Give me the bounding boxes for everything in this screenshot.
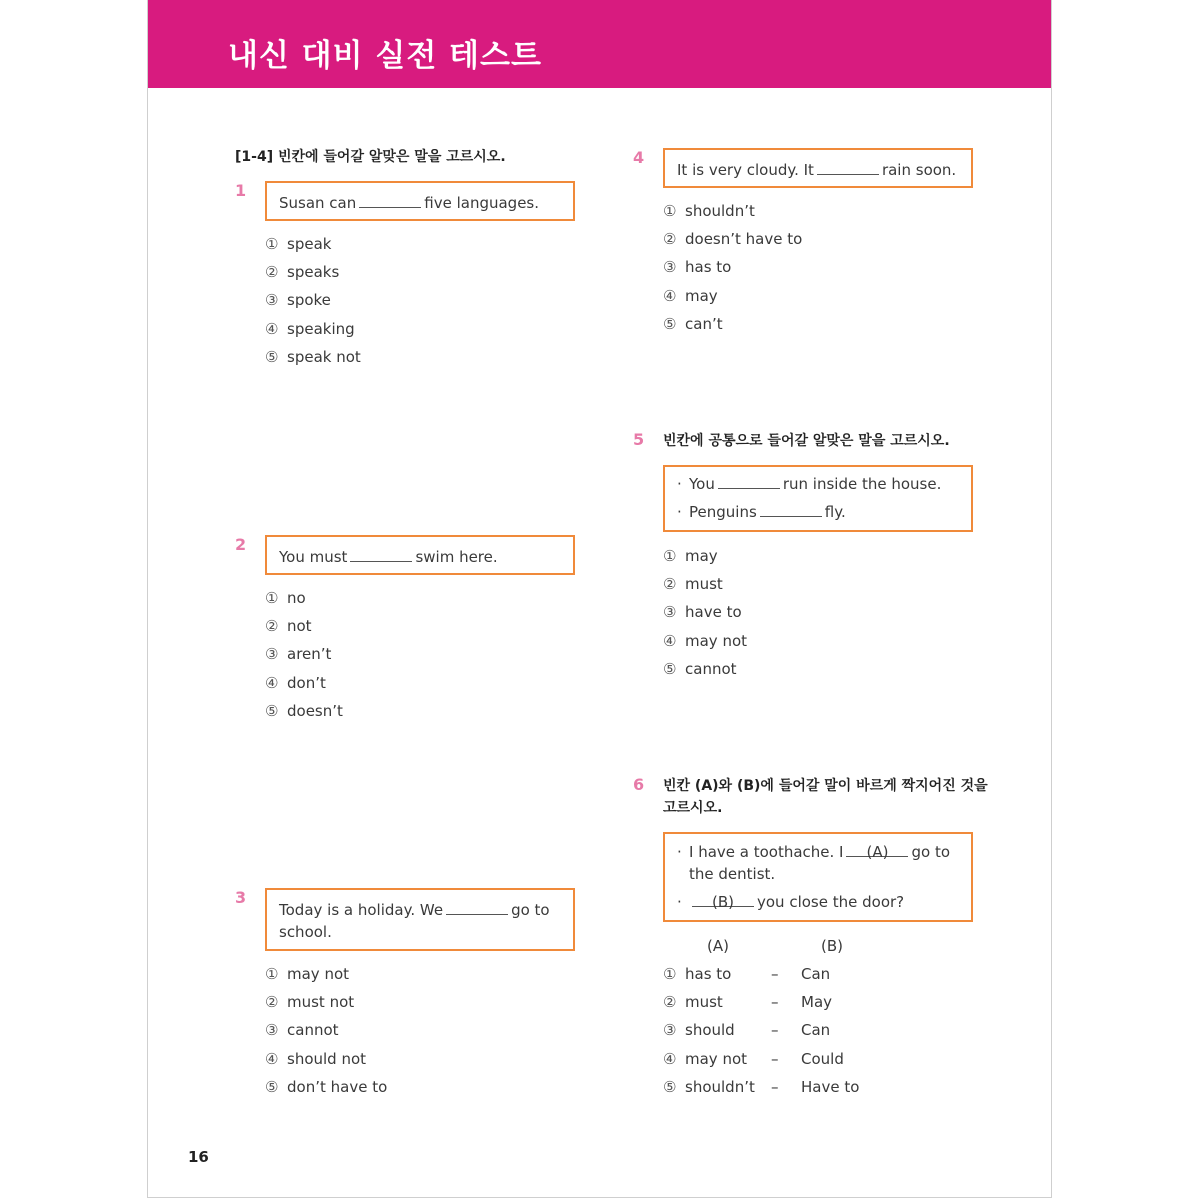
option-b: Can — [801, 1021, 831, 1040]
q5-s2-post: fly. — [824, 503, 846, 521]
option-number: ⑤ — [663, 1077, 677, 1096]
q6-s2-post: you close the door? — [757, 893, 905, 911]
answer-option[interactable] — [663, 960, 859, 988]
instruction-1-4: [1-4] 빈칸에 들어갈 알맞은 말을 고르시오. — [235, 149, 506, 165]
answer-option[interactable] — [265, 1073, 387, 1101]
q5-options — [663, 542, 747, 683]
option-number: ② — [663, 230, 677, 249]
q3-options — [265, 960, 387, 1101]
option-number: ③ — [265, 291, 279, 310]
option-text: doesn’t have to — [685, 230, 803, 249]
option-number: ④ — [265, 673, 279, 692]
option-text: may not — [287, 965, 350, 983]
answer-option[interactable] — [663, 1073, 859, 1101]
option-number: ⑤ — [265, 347, 279, 366]
answer-option[interactable] — [663, 197, 802, 225]
q3-text-pre: Today is a holiday. We — [279, 901, 444, 919]
answer-option[interactable] — [265, 343, 361, 371]
question-box-6 — [663, 832, 973, 922]
q4-blank — [817, 159, 879, 175]
column-head-b: (B) — [821, 937, 843, 955]
option-text: may — [685, 286, 718, 305]
option-text: not — [287, 617, 312, 636]
q6-s1-post: go to — [911, 843, 951, 861]
option-number: ① — [265, 235, 279, 253]
answer-option[interactable] — [265, 258, 361, 286]
question-box-1 — [265, 181, 575, 221]
q3-text-post: go to — [511, 901, 550, 919]
answer-option[interactable] — [265, 988, 387, 1016]
option-number: ⑤ — [265, 1077, 279, 1096]
option-text: no — [287, 589, 306, 607]
option-dash: – — [771, 1049, 779, 1068]
option-number: ⑤ — [663, 314, 677, 333]
q5-s1-post: run inside the house. — [782, 475, 942, 493]
option-b: Can — [801, 965, 831, 983]
option-text: has to — [685, 258, 732, 277]
q2-blank — [350, 546, 412, 562]
option-number: ④ — [663, 286, 677, 305]
option-number: ④ — [663, 1049, 677, 1068]
instruction-6-line1: 빈칸 (A)와 (B)에 들어갈 말이 바르게 짝지어진 것을 — [663, 778, 988, 794]
instruction-5: 빈칸에 공통으로 들어갈 알맞은 말을 고르시오. — [663, 433, 950, 449]
option-text: must not — [287, 993, 355, 1012]
option-text: don’t have to — [287, 1077, 388, 1096]
option-number: ④ — [265, 1049, 279, 1068]
answer-option[interactable] — [663, 655, 747, 683]
option-b: Have to — [801, 1077, 860, 1096]
q1-blank — [359, 192, 421, 208]
answer-option[interactable] — [663, 570, 747, 598]
answer-option[interactable] — [265, 584, 343, 612]
q5-blank-2 — [760, 501, 822, 517]
q4-options — [663, 197, 802, 338]
q5-sentence-1 — [677, 473, 959, 495]
header-banner — [148, 0, 1051, 88]
q2-text-pre: You must — [279, 548, 348, 566]
q6-blank-b: (B) — [692, 891, 754, 907]
option-dash: – — [771, 965, 779, 983]
answer-option[interactable] — [265, 1045, 387, 1073]
option-text: may not — [685, 631, 748, 650]
answer-option[interactable] — [265, 286, 361, 314]
option-text: aren’t — [287, 645, 332, 664]
option-number: ① — [265, 965, 279, 983]
option-number: ① — [663, 965, 677, 983]
worksheet-page — [147, 0, 1052, 1198]
page-title: 내신 대비 실전 테스트 — [228, 38, 542, 74]
option-b: Could — [801, 1049, 844, 1068]
option-dash: – — [771, 1021, 779, 1040]
option-text: speak not — [287, 347, 361, 366]
q1-options — [265, 230, 361, 371]
option-number: ③ — [663, 1021, 677, 1040]
q2-options — [265, 584, 343, 725]
answer-option[interactable] — [663, 542, 747, 570]
option-number: ④ — [663, 631, 677, 650]
answer-option[interactable] — [663, 1045, 859, 1073]
q6-blank-a: (A) — [846, 841, 908, 857]
answer-option[interactable] — [663, 598, 747, 626]
option-text: shouldn’t — [685, 202, 755, 220]
option-text: must — [685, 575, 723, 594]
option-a: shouldn’t — [685, 1077, 755, 1096]
option-number: ③ — [663, 258, 677, 277]
option-number: ② — [265, 993, 279, 1012]
q5-sentence-2 — [677, 501, 959, 523]
question-number-6: 6 — [633, 775, 645, 794]
instruction-6 — [663, 775, 988, 819]
option-text: speaking — [287, 319, 355, 338]
option-number: ③ — [265, 645, 279, 664]
bullet-dot: · — [677, 503, 682, 521]
q3-blank — [446, 899, 508, 915]
answer-option[interactable] — [265, 612, 343, 640]
answer-option[interactable] — [663, 988, 859, 1016]
answer-option[interactable] — [265, 697, 343, 725]
answer-option[interactable] — [265, 1016, 387, 1044]
option-text: cannot — [685, 659, 737, 678]
page-number: 16 — [188, 1148, 209, 1166]
question-box-5 — [663, 465, 973, 532]
option-number: ③ — [663, 603, 677, 622]
q6-s1-line2: the dentist. — [689, 865, 776, 883]
option-number: ① — [663, 202, 677, 220]
q1-text-post: five languages. — [424, 194, 540, 212]
question-number-4: 4 — [633, 148, 645, 167]
question-number-5: 5 — [633, 430, 645, 449]
option-dash: – — [771, 1077, 779, 1096]
answer-option[interactable] — [663, 1016, 859, 1044]
answer-option[interactable] — [663, 225, 802, 253]
instruction-6-line2: 고르시오. — [663, 800, 723, 816]
option-text: can’t — [685, 314, 723, 333]
option-number: ① — [663, 547, 677, 565]
option-number: ② — [663, 575, 677, 594]
q1-text-pre: Susan can — [279, 194, 357, 212]
question-number-2: 2 — [235, 535, 247, 554]
option-text: don’t — [287, 673, 326, 692]
answer-option[interactable] — [663, 627, 747, 655]
question-number-3: 3 — [235, 888, 247, 907]
answer-option[interactable] — [663, 310, 802, 338]
column-head-a: (A) — [707, 937, 729, 955]
q2-text-post: swim here. — [415, 548, 498, 566]
bullet-dot: · — [677, 475, 682, 493]
option-dash: – — [771, 993, 779, 1012]
option-text: spoke — [287, 291, 331, 310]
q6-sentence-1 — [677, 841, 959, 885]
option-text: have to — [685, 603, 742, 622]
q6-s1-pre: I have a toothache. I — [689, 843, 844, 861]
answer-option[interactable] — [265, 640, 343, 668]
answer-option[interactable] — [265, 315, 361, 343]
q6-options — [663, 960, 859, 1101]
q4-text-post: rain soon. — [881, 161, 957, 179]
answer-option[interactable] — [663, 253, 802, 281]
answer-option[interactable] — [265, 960, 387, 988]
option-number: ① — [265, 589, 279, 607]
option-number: ④ — [265, 319, 279, 338]
q5-blank-1 — [718, 473, 780, 489]
option-number: ② — [265, 617, 279, 636]
option-text: cannot — [287, 1021, 339, 1040]
bullet-dot: · — [677, 843, 682, 861]
option-number: ⑤ — [663, 659, 677, 678]
question-number-1: 1 — [235, 181, 247, 200]
q5-s2-pre: Penguins — [689, 503, 757, 521]
question-box-3 — [265, 888, 575, 951]
option-text: should not — [287, 1049, 367, 1068]
bullet-dot: · — [677, 893, 682, 911]
option-number: ② — [265, 263, 279, 282]
answer-option[interactable] — [663, 282, 802, 310]
question-box-4 — [663, 148, 973, 188]
q4-text-pre: It is very cloudy. It — [677, 161, 814, 179]
option-number: ⑤ — [265, 701, 279, 720]
option-a: has to — [685, 965, 732, 983]
option-a: may not — [685, 1049, 748, 1068]
option-a: must — [685, 993, 723, 1012]
option-text: may — [685, 547, 718, 565]
option-a: should — [685, 1021, 735, 1040]
answer-option[interactable] — [265, 230, 361, 258]
question-box-2 — [265, 535, 575, 575]
option-number: ③ — [265, 1021, 279, 1040]
q5-s1-pre: You — [689, 475, 715, 493]
option-text: speaks — [287, 263, 340, 282]
option-number: ② — [663, 993, 677, 1012]
option-b: May — [801, 993, 833, 1012]
option-text: speak — [287, 235, 332, 253]
answer-option[interactable] — [265, 669, 343, 697]
option-text: doesn’t — [287, 701, 343, 720]
q6-sentence-2 — [677, 891, 959, 913]
q3-text-line2: school. — [279, 923, 332, 941]
